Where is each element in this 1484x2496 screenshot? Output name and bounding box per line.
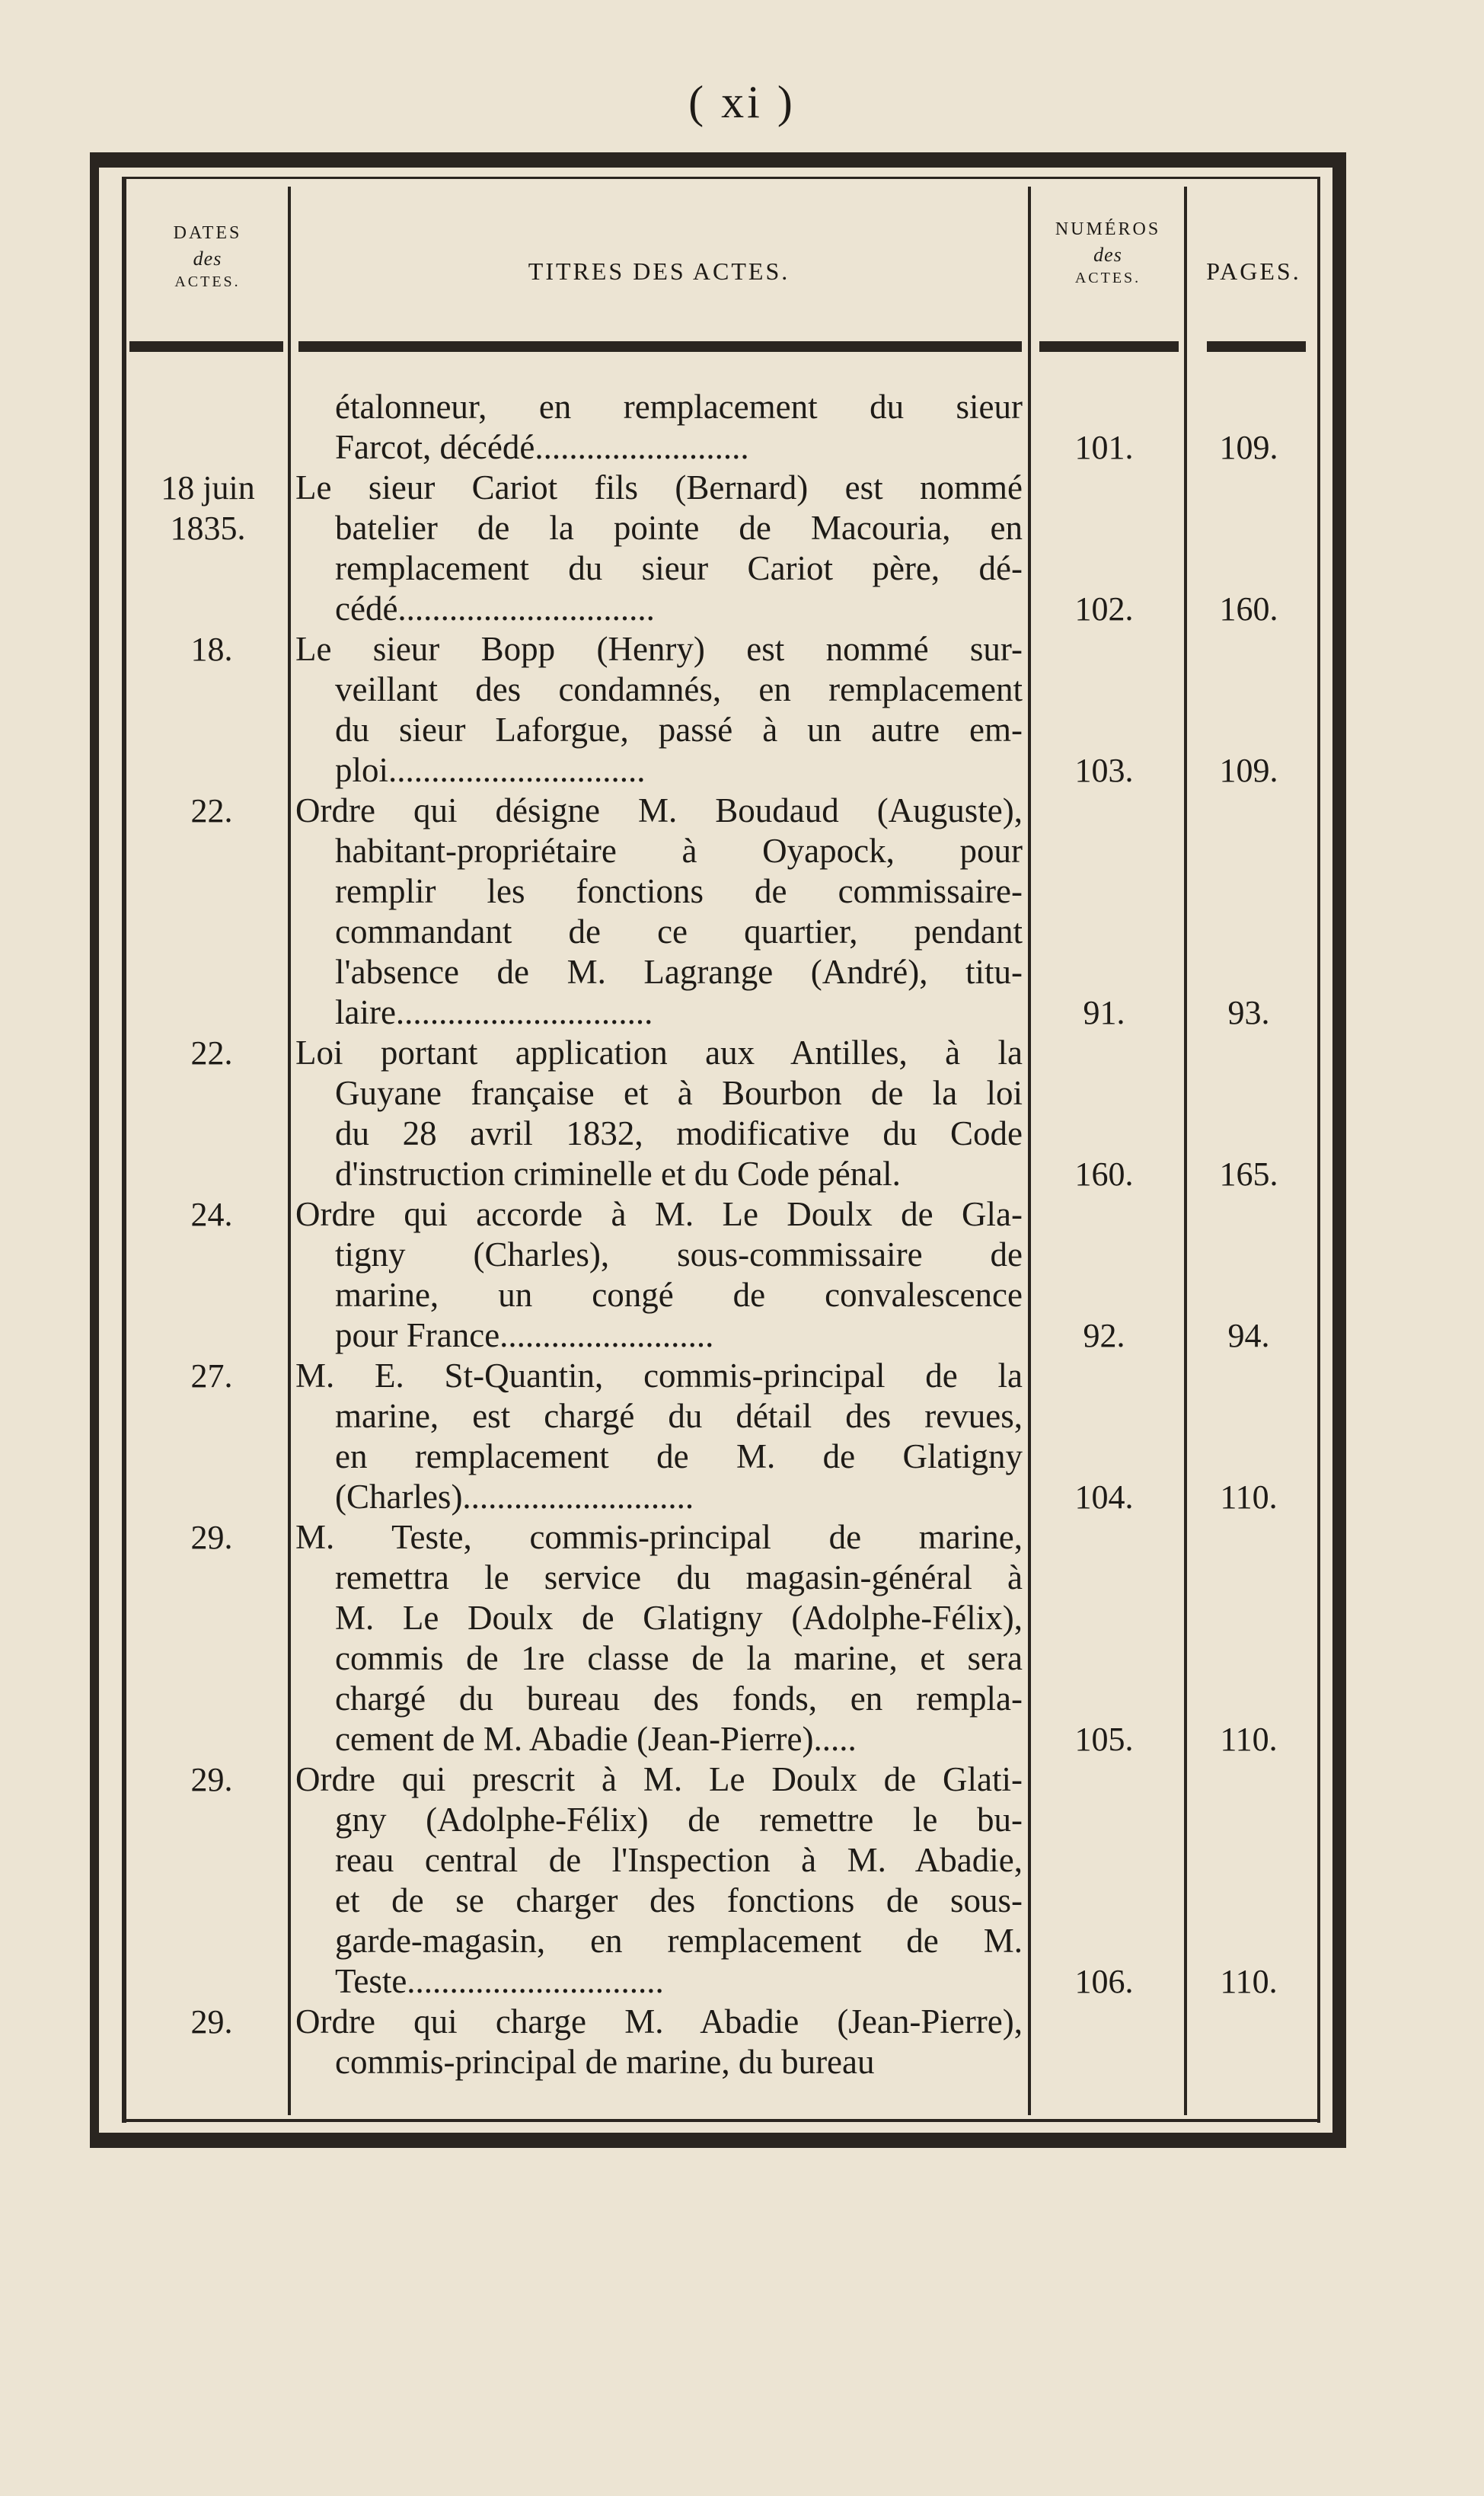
entry-page-number: 160. bbox=[1219, 590, 1278, 628]
header-rule-numeros bbox=[1039, 341, 1179, 352]
entry-title-line: commis de 1re classe de la marine, et sera bbox=[335, 1639, 1023, 1677]
entry-title-line: remettra le service du magasin-général à bbox=[335, 1558, 1023, 1596]
entry-title-line: et de se charger des fonctions de sous- bbox=[335, 1881, 1023, 1919]
entry-title-line: étalonneur, en remplacement du sieur bbox=[335, 388, 1023, 426]
entry-title-line: en remplacement de M. de Glatigny bbox=[335, 1437, 1023, 1475]
inner-border-left bbox=[122, 177, 126, 2123]
entry-title-line: Ordre qui désigne M. Boudaud (Auguste), bbox=[295, 791, 1023, 829]
entry-page-number: 165. bbox=[1219, 1155, 1278, 1193]
entry-title-line: gny (Adolphe-Félix) de remettre le bu- bbox=[335, 1801, 1023, 1839]
entry-page-number: 93. bbox=[1227, 994, 1270, 1031]
entry-title-line: Le sieur Cariot fils (Bernard) est nommé bbox=[295, 468, 1023, 507]
entry-page-number: 94. bbox=[1227, 1317, 1270, 1354]
entry-date: 27. bbox=[190, 1357, 233, 1395]
entry-title-line: reau central de l'Inspection à M. Abadie, bbox=[335, 1841, 1023, 1879]
entry-date: 29. bbox=[190, 2003, 233, 2041]
entry-page-number: 110. bbox=[1220, 1478, 1278, 1516]
entry-title-line: marine, un congé de convalescence bbox=[335, 1276, 1023, 1314]
header-rule-titres bbox=[298, 341, 1022, 352]
entry-title-line: l'absence de M. Lagrange (André), titu- bbox=[335, 953, 1023, 991]
entry-act-number: 102. bbox=[1074, 590, 1134, 628]
entry-date: 22. bbox=[190, 792, 233, 829]
entry-date: 18 juin 1835. bbox=[161, 469, 255, 547]
header-titres: TITRES DES ACTES. bbox=[528, 257, 790, 285]
entry-act-number: 101. bbox=[1074, 429, 1134, 466]
entry-act-number: 104. bbox=[1074, 1478, 1134, 1516]
entry-title-line: M. E. St-Quantin, commis-principal de la bbox=[295, 1357, 1023, 1395]
entry-title-line: du 28 avril 1832, modificative du Code bbox=[335, 1114, 1023, 1152]
header-rule-pages bbox=[1207, 341, 1306, 352]
entry-title-line: habitant-propriétaire à Oyapock, pour bbox=[335, 832, 1023, 870]
header-dates: DATES des ACTES. bbox=[173, 223, 242, 291]
entry-act-number: 106. bbox=[1074, 1963, 1134, 2000]
entry-page-number: 110. bbox=[1220, 1963, 1278, 2000]
entry-title-line: remplir les fonctions de commissaire- bbox=[335, 872, 1023, 910]
entry-title-line: tigny (Charles), sous-commissaire de bbox=[335, 1235, 1023, 1274]
entry-title-line: Teste.............................. bbox=[335, 1962, 664, 2000]
header-rule-dates bbox=[129, 341, 283, 352]
entry-title-line: pour France......................... bbox=[335, 1316, 714, 1354]
entry-date: 24. bbox=[190, 1196, 233, 1233]
entry-title-line: remplacement du sieur Cariot père, dé- bbox=[335, 549, 1023, 587]
entry-title-line: Farcot, décédé......................... bbox=[335, 428, 749, 466]
column-divider-numeros bbox=[1184, 187, 1187, 2115]
entry-page-number: 109. bbox=[1219, 429, 1278, 466]
entry-title-line: cement de M. Abadie (Jean-Pierre)..... bbox=[335, 1720, 857, 1758]
entry-title-line: Ordre qui charge M. Abadie (Jean-Pierre), bbox=[295, 2002, 1023, 2041]
entry-title-line: cédé.............................. bbox=[335, 590, 655, 628]
entry-title-line: Loi portant application aux Antilles, à la bbox=[295, 1034, 1023, 1072]
entry-act-number: 160. bbox=[1074, 1155, 1134, 1193]
entry-act-number: 92. bbox=[1083, 1317, 1125, 1354]
entry-title-line: ploi.............................. bbox=[335, 751, 646, 789]
column-divider-titres bbox=[1028, 187, 1031, 2115]
inner-border-top bbox=[122, 177, 1320, 179]
header-numeros: NUMÉROS des ACTES. bbox=[1055, 219, 1161, 287]
entry-act-number: 91. bbox=[1083, 994, 1125, 1031]
inner-border-bottom bbox=[122, 2119, 1320, 2122]
entry-title-line: veillant des condamnés, en remplacement bbox=[335, 670, 1023, 708]
entry-title-line: (Charles)........................... bbox=[335, 1478, 694, 1516]
entry-date: 22. bbox=[190, 1034, 233, 1072]
entry-title-line: M. Teste, commis-principal de marine, bbox=[295, 1518, 1023, 1556]
entry-title-line: du sieur Laforgue, passé à un autre em- bbox=[335, 711, 1023, 749]
entry-title-line: M. Le Doulx de Glatigny (Adolphe-Félix), bbox=[335, 1599, 1023, 1637]
entry-title-line: garde-magasin, en remplacement de M. bbox=[335, 1922, 1023, 1960]
entry-page-number: 110. bbox=[1220, 1721, 1278, 1758]
entry-title-line: chargé du bureau des fonds, en rempla- bbox=[335, 1679, 1023, 1718]
entry-title-line: commandant de ce quartier, pendant bbox=[335, 912, 1023, 951]
page-number: ( xi ) bbox=[688, 77, 796, 127]
entry-title-line: Ordre qui accorde à M. Le Doulx de Gla- bbox=[295, 1195, 1023, 1233]
entry-title-line: Guyane française et à Bourbon de la loi bbox=[335, 1074, 1023, 1112]
inner-border-right bbox=[1317, 177, 1320, 2123]
entry-date: 29. bbox=[190, 1519, 233, 1556]
entry-date: 18. bbox=[190, 631, 233, 668]
entry-title-line: commis-principal de marine, du bureau bbox=[335, 2043, 875, 2081]
entry-title-line: batelier de la pointe de Macouria, en bbox=[335, 509, 1023, 547]
entry-act-number: 103. bbox=[1074, 752, 1134, 789]
entry-act-number: 105. bbox=[1074, 1721, 1134, 1758]
entry-title-line: Le sieur Bopp (Henry) est nommé sur- bbox=[295, 630, 1023, 668]
entry-title-line: laire.............................. bbox=[335, 993, 653, 1031]
entry-date: 29. bbox=[190, 1761, 233, 1798]
column-divider-dates bbox=[288, 187, 291, 2115]
entry-title-line: marine, est chargé du détail des revues, bbox=[335, 1397, 1023, 1435]
entry-page-number: 109. bbox=[1219, 752, 1278, 789]
header-pages: PAGES. bbox=[1206, 257, 1301, 285]
entry-title-line: Ordre qui prescrit à M. Le Doulx de Glati- bbox=[295, 1760, 1023, 1798]
entry-title-line: d'instruction criminelle et du Code pénal. bbox=[335, 1155, 901, 1193]
